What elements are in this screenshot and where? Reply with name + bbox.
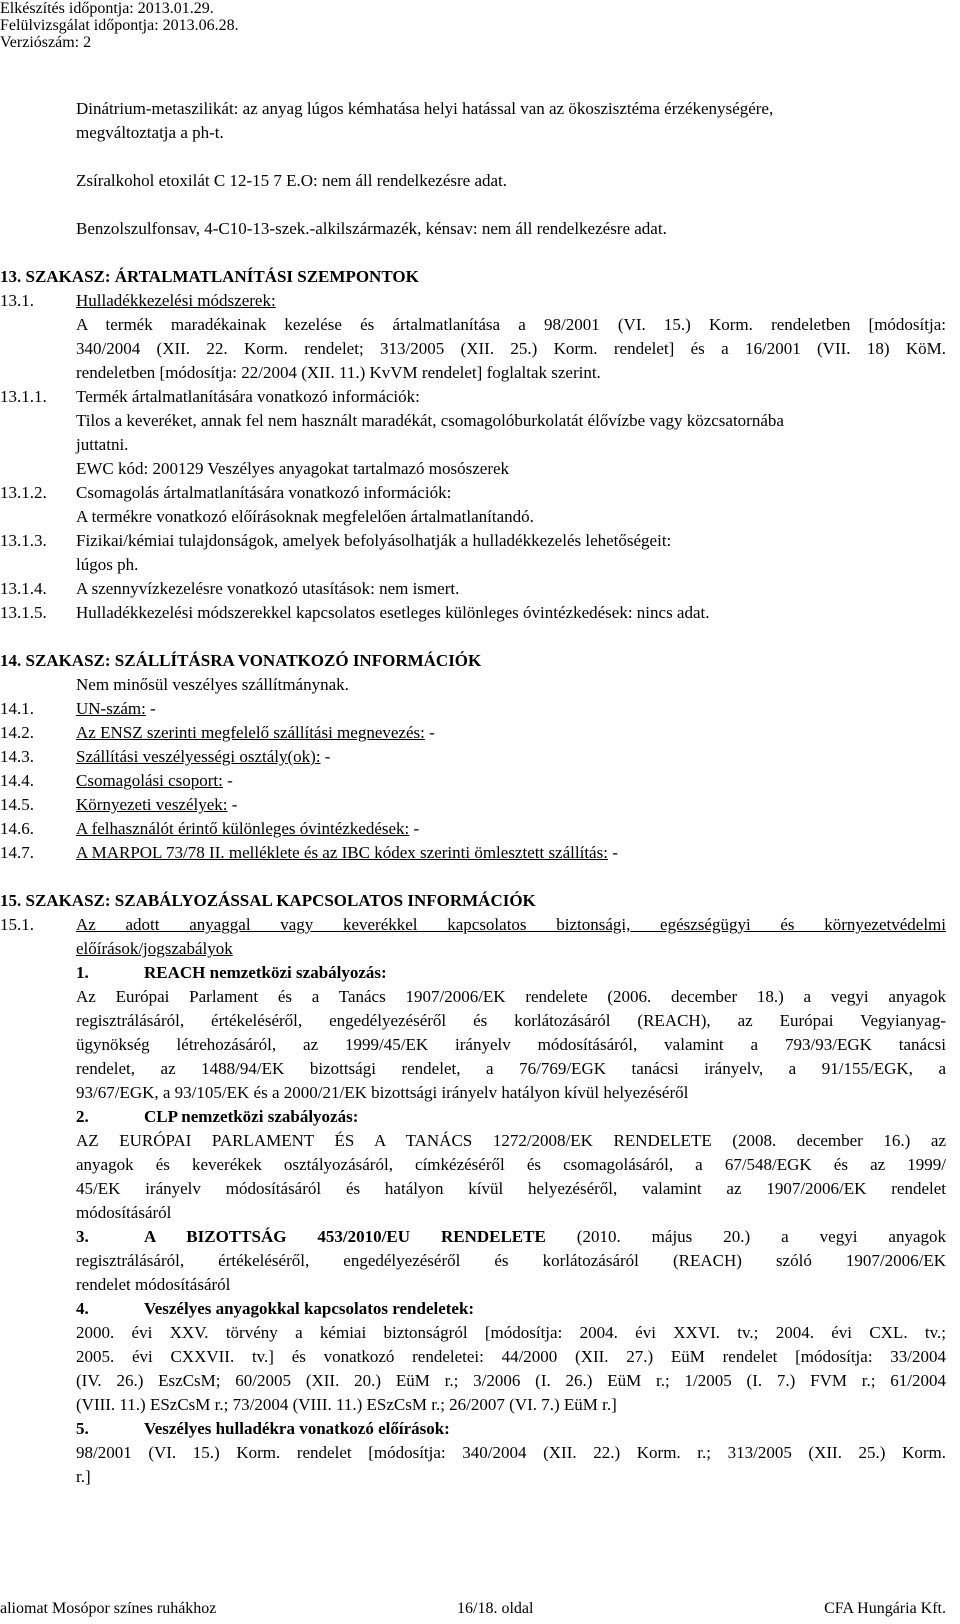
transport-item — [0, 697, 946, 721]
transport-item-label: Szállítási veszélyességi osztály(ok): — [76, 747, 321, 766]
text-line: rendeletben [módosítja: 22/2004 (XII. 11.) KvVM rendelet] foglaltak szerint. — [76, 363, 601, 382]
text-line: (VIII. 11.) ESzCsM r.; 73/2004 (VIII. 11.) ESzCsM r.; 26/2007 (VI. 7.) EüM r.] — [76, 1395, 617, 1414]
transport-item — [0, 745, 946, 769]
text-line: AZ EURÓPAI PARLAMENT ÉS A TANÁCS 1272/2008/EK RENDELETE (2008. december 16.) az — [76, 1131, 946, 1150]
transport-item-line — [76, 817, 946, 841]
created-date: Elkészítés időpontja: 2013.01.29. — [0, 0, 214, 17]
subsection-heading: Hulladékkezelési módszerek: — [76, 291, 276, 310]
text-line: A termékre vonatkozó előírásoknak megfelelően ártalmatlanítandó. — [76, 507, 534, 526]
text-line: rendelet, az 1488/94/EK bizottsági rendelet, a 76/769/EGK tanácsi irányelv, a 91/155/EGK, a — [76, 1059, 946, 1078]
text-line: 98/2001 (VI. 15.) Korm. rendelet [módosítja: 340/2004 (XII. 22.) Korm. r.; 313/2005 (XII. 25.) Korm. — [76, 1443, 946, 1462]
footer-page-number: 16/18. oldal — [457, 1600, 534, 1617]
text-line: 45/EK irányelv módosításáról és hatályon kívül helyezéséről, valamint az 1907/2006/EK rendelet — [76, 1179, 946, 1198]
transport-item — [0, 841, 946, 865]
footer-company: CFA Hungária Kft. — [824, 1600, 946, 1617]
regulation-title: REACH nemzetközi szabályozás: — [144, 963, 387, 982]
section-number: 14.1. — [0, 699, 34, 718]
regulation-title: Veszélyes hulladékra vonatkozó előírások: — [144, 1419, 450, 1438]
regulation-2-heading — [76, 1105, 946, 1129]
regulation-number: 2. — [76, 1107, 89, 1126]
eco-paragraph-2: Zsíralkohol etoxilát C 12-15 7 E.O: nem áll rendelkezésre adat. — [76, 171, 508, 190]
text-line: regisztrálásáról, értékeléséről, engedélyezéséről és korlátozásáról (REACH), az Európai Vegyianyag- — [76, 1011, 946, 1030]
subsection-heading: A szennyvízkezelésre vonatkozó utasítások: nem ismert. — [76, 579, 460, 598]
text-line: Dinátrium-metaszilikát: az anyag lúgos kémhatása helyi hatással van az ökoszisztéma érzékenységére, — [76, 99, 774, 118]
transport-item-value: - — [227, 795, 238, 814]
transport-list — [0, 697, 946, 865]
eco-paragraph-3: Benzolszulfonsav, 4-C10-13-szek.-alkilszármazék, kénsav: nem áll rendelkezésre adat. — [76, 219, 667, 238]
regulation-1-heading — [76, 961, 946, 985]
text-line: 340/2004 (XII. 22. Korm. rendelet; 313/2005 (XII. 25.) Korm. rendelet] és a 16/2001 (VII. 18) KöM. — [76, 339, 946, 358]
section-number: 14.7. — [0, 843, 34, 862]
text-line: 2000. évi XXV. törvény a kémiai biztonságról [módosítja: 2004. évi XXVI. tv.; 2004. évi CXL. tv.; — [76, 1323, 946, 1342]
transport-item-label: A felhasználót érintő különleges óvintézkedések: — [76, 819, 410, 838]
text-line: (2010. május 20.) a vegyi anyagok — [545, 1227, 946, 1246]
regulation-5-heading — [76, 1417, 946, 1441]
transport-item-value: - — [145, 699, 156, 718]
regulation-title: Veszélyes anyagokkal kapcsolatos rendeletek: — [144, 1299, 475, 1318]
regulation-number: 4. — [76, 1299, 89, 1318]
regulation-3-heading — [76, 1225, 946, 1249]
regulation-number: 5. — [76, 1419, 89, 1438]
text-line: A termék maradékainak kezelése és ártalmatlanítása a 98/2001 (VI. 15.) Korm. rendeletben [módosítja: — [76, 315, 946, 334]
transport-item-value: - — [409, 819, 420, 838]
section-14-title: 14. SZAKASZ: SZÁLLÍTÁSRA VONATKOZÓ INFORMÁCIÓK — [0, 651, 482, 670]
document-header — [0, 0, 239, 51]
regulation-4-heading — [76, 1297, 946, 1321]
transport-item-line — [76, 697, 946, 721]
version-number: Verziószám: 2 — [0, 34, 92, 51]
text-line: ügynökség létrehozásáról, az 1999/45/EK irányelv módosításáról, valamint a 793/93/EGK tanácsi — [76, 1035, 946, 1054]
section-number: 13.1.1. — [0, 387, 47, 406]
section-number: 15.1. — [0, 915, 34, 934]
text-line: módosításáról — [76, 1203, 172, 1222]
text-line: Az Európai Parlament és a Tanács 1907/2006/EK rendelete (2006. december 18.) a vegyi anyagok — [76, 987, 946, 1006]
transport-item-value: - — [222, 771, 233, 790]
regulation-number: 3. — [76, 1227, 89, 1246]
regulation-title: CLP nemzetközi szabályozás: — [144, 1107, 359, 1126]
text-line: Tilos a keveréket, annak fel nem használt maradékát, csomagolóburkolatát élővízbe vagy közcsatornába — [76, 411, 784, 430]
regulation-title: A BIZOTTSÁG 453/2010/EU RENDELETE — [144, 1227, 546, 1246]
section-number: 13.1.4. — [0, 579, 47, 598]
text-line: 93/67/EGK, a 93/105/EK és a 2000/21/EK bizottsági irányelv hatályon kívül helyezéséről — [76, 1083, 689, 1102]
section-13-title: 13. SZAKASZ: ÁRTALMATLANÍTÁSI SZEMPONTOK — [0, 267, 419, 286]
section-number: 13.1.2. — [0, 483, 47, 502]
text-line: 2005. évi CXXVII. tv.] és vonatkozó rendeletei: 44/2000 (XII. 27.) EüM rendelet [módosítja: 33/2004 — [76, 1347, 946, 1366]
section-15-title: 15. SZAKASZ: SZABÁLYOZÁSSAL KAPCSOLATOS INFORMÁCIÓK — [0, 891, 536, 910]
transport-item — [0, 793, 946, 817]
section-number: 14.2. — [0, 723, 34, 742]
text-line: regisztrálásáról, értékeléséről, engedélyezéséről és korlátozásáról (REACH) szóló 1907/2006/EK — [76, 1251, 946, 1270]
revision-date: Felülvizsgálat időpontja: 2013.06.28. — [0, 17, 239, 34]
subsection-heading: Csomagolás ártalmatlanítására vonatkozó információk: — [76, 483, 452, 502]
subsection-13-1-5 — [0, 601, 946, 625]
subsection-heading: Termék ártalmatlanítására vonatkozó információk: — [76, 387, 420, 406]
subsection-heading: előírások/jogszabályok — [76, 939, 233, 958]
transport-item-value: - — [607, 843, 618, 862]
transport-item-label: Csomagolási csoport: — [76, 771, 223, 790]
transport-item-value: - — [320, 747, 331, 766]
section-number: 13.1. — [0, 291, 34, 310]
transport-item-line — [76, 793, 946, 817]
subsection-13-1-4 — [0, 577, 946, 601]
text-line: megváltoztatja a ph-t. — [76, 123, 224, 142]
text-line: r.] — [76, 1467, 91, 1486]
transport-item-label: Az ENSZ szerinti megfelelő szállítási megnevezés: — [76, 723, 425, 742]
text-line: lúgos ph. — [76, 555, 139, 574]
subsection-13-1-1 — [0, 385, 946, 481]
text-line: rendelet módosításáról — [76, 1275, 231, 1294]
transport-item-line — [76, 745, 946, 769]
text-line: (IV. 26.) EszCsM; 60/2005 (XII. 20.) EüM r.; 3/2006 (I. 26.) EüM r.; 1/2005 (I. 7.) FVM r.; 61/2004 — [76, 1371, 946, 1390]
eco-paragraph-1 — [76, 97, 946, 145]
transport-item-label: UN-szám: — [76, 699, 146, 718]
transport-item-line — [76, 721, 946, 745]
transport-item — [0, 721, 946, 745]
text-line: EWC kód: 200129 Veszélyes anyagokat tartalmazó mosószerek — [76, 459, 510, 478]
regulation-number: 1. — [76, 963, 89, 982]
subsection-heading: Az adott anyaggal vagy keverékkel kapcsolatos biztonsági, egészségügyi és környezetvédelmi — [76, 915, 946, 934]
section-number: 13.1.5. — [0, 603, 47, 622]
section-number: 14.3. — [0, 747, 34, 766]
transport-item-line — [76, 841, 946, 865]
transport-intro: Nem minősül veszélyes szállítmánynak. — [76, 675, 349, 694]
transport-item — [0, 769, 946, 793]
section-number: 14.6. — [0, 819, 34, 838]
section-number: 13.1.3. — [0, 531, 47, 550]
footer-product-name: aliomat Mosópor színes ruhákhoz — [0, 1600, 217, 1617]
subsection-13-1 — [0, 289, 946, 385]
transport-item-label: A MARPOL 73/78 II. melléklete és az IBC kódex szerinti ömlesztett szállítás: — [76, 843, 608, 862]
subsection-13-1-2 — [0, 481, 946, 529]
text-line: juttatni. — [76, 435, 129, 454]
transport-item — [0, 817, 946, 841]
text-line: anyagok és keverékek osztályozásáról, címkézéséről és csomagolásáról, a 67/548/EGK és az 1999/ — [76, 1155, 946, 1174]
subsection-heading: Hulladékkezelési módszerekkel kapcsolatos esetleges különleges óvintézkedések: nincs adat. — [76, 603, 710, 622]
subsection-13-1-3 — [0, 529, 946, 577]
transport-item-label: Környezeti veszélyek: — [76, 795, 228, 814]
transport-item-value: - — [424, 723, 435, 742]
section-number: 14.5. — [0, 795, 34, 814]
subsection-15-1 — [0, 913, 946, 1489]
subsection-heading: Fizikai/kémiai tulajdonságok, amelyek befolyásolhatják a hulladékkezelés lehetőségeit: — [76, 531, 672, 550]
transport-item-line — [76, 769, 946, 793]
section-number: 14.4. — [0, 771, 34, 790]
document-body — [0, 97, 946, 1489]
